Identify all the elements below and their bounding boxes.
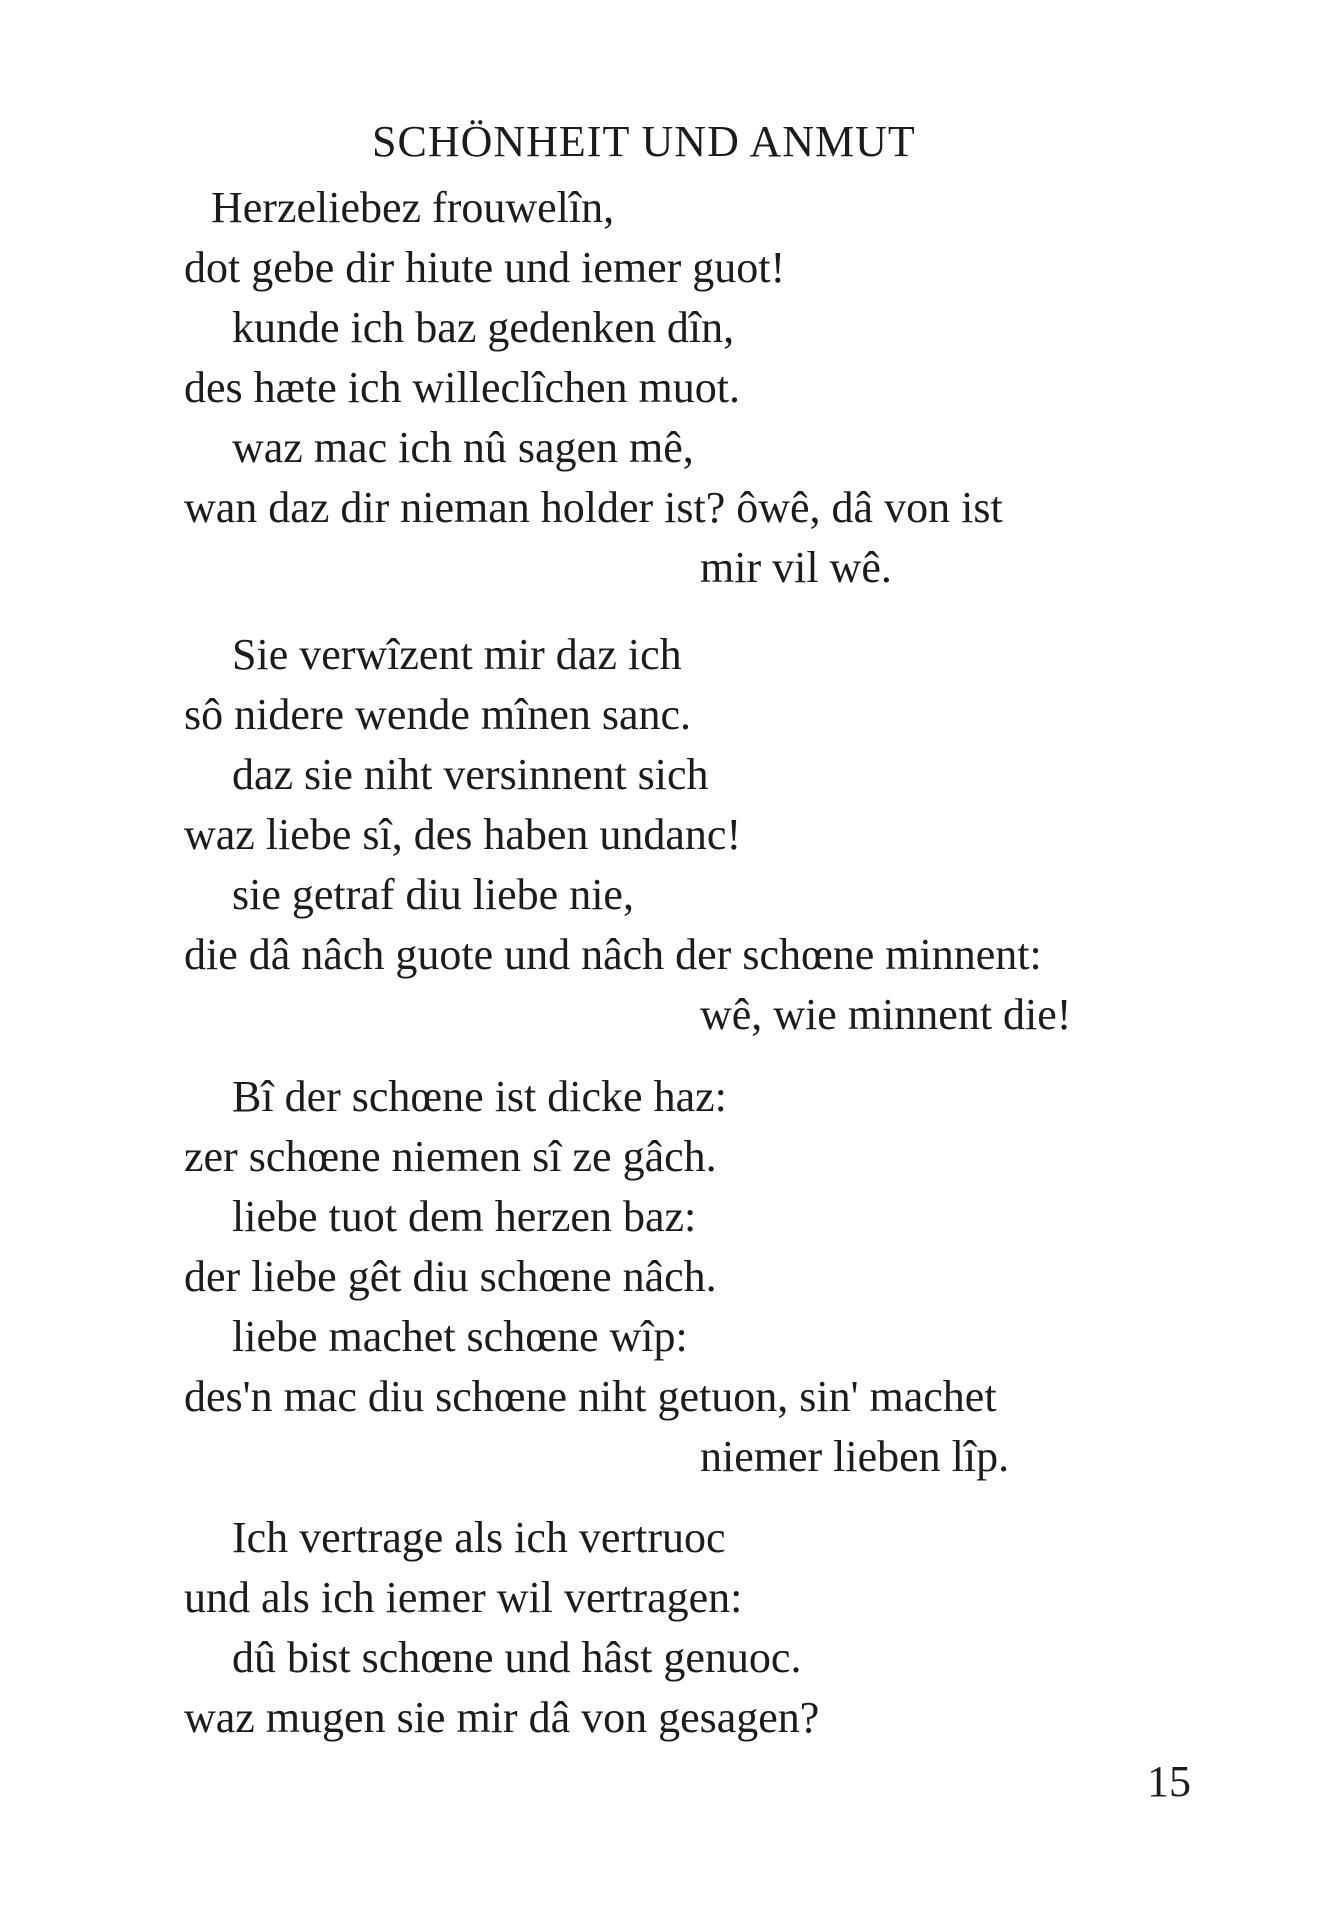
poem-line: Sie verwîzent mir daz ich [232,630,682,679]
stanza-3 [184,1067,1224,1487]
stanza-2 [184,625,1224,1045]
poem-line: kunde ich baz gedenken dîn, [232,303,735,352]
poem-line: daz sie niht versinnent sich [232,750,709,799]
poem-line: wan daz dir nieman holder ist? ôwê, dâ von ist [184,483,1003,532]
poem-line: Herzeliebez frouwelîn, [211,183,615,232]
poem-line: und als ich iemer wil vertragen: [184,1573,743,1622]
poem-line: sie getraf diu liebe nie, [232,870,634,919]
poem-line-continuation: niemer lieben lîp. [700,1432,1010,1481]
poem-line: zer schœne niemen sî ze gâch. [184,1132,717,1181]
stanza-4 [184,1508,1224,1748]
poem-line: die dâ nâch guote und nâch der schœne minnent: [184,930,1042,979]
poem-line: liebe machet schœne wîp: [232,1312,688,1361]
page-number: 15 [1147,1757,1191,1806]
poem-line-continuation: mir vil wê. [700,543,892,592]
poem-line: des hæte ich willeclîchen muot. [184,363,740,412]
poem-line: Ich vertrage als ich vertruoc [232,1513,726,1562]
poem-line: des'n mac diu schœne niht getuon, sin' machet [184,1372,997,1421]
poem-line-continuation: wê, wie minnent die! [700,990,1072,1039]
poem-line: waz mugen sie mir dâ von gesagen? [184,1693,820,1742]
poem-line: liebe tuot dem herzen baz: [232,1192,697,1241]
poem-line: waz mac ich nû sagen mê, [232,423,694,472]
poem-line: dû bist schœne und hâst genuoc. [232,1633,802,1682]
stanza-1 [184,178,1224,598]
poem-line: dot gebe dir hiute und iemer guot! [184,243,786,292]
poem-line: sô nidere wende mînen sanc. [184,690,692,739]
poem-line: der liebe gêt diu schœne nâch. [184,1252,717,1301]
page-title: SCHÖNHEIT UND ANMUT [372,117,916,166]
poem-line: Bî der schœne ist dicke haz: [232,1072,727,1121]
poem-line: waz liebe sî, des haben undanc! [184,810,742,859]
